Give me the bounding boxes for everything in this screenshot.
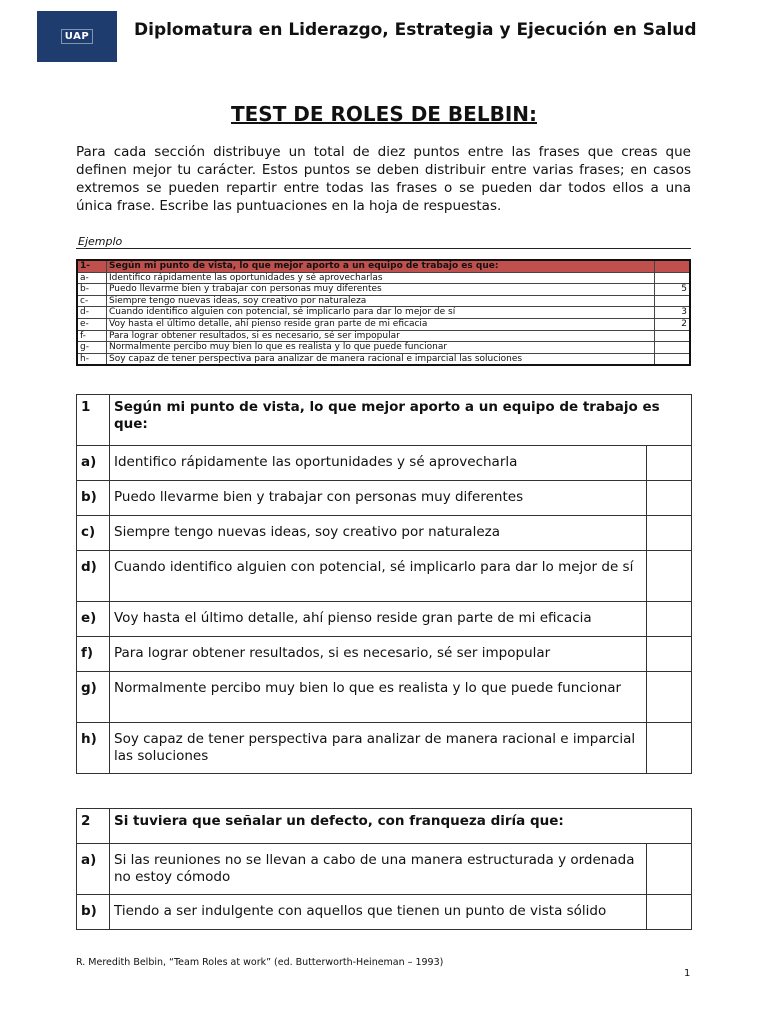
example-row bbox=[77, 307, 690, 319]
example-row bbox=[77, 353, 690, 365]
statement-letter: e) bbox=[77, 602, 110, 637]
example-row bbox=[77, 272, 690, 284]
score-input-cell[interactable] bbox=[647, 895, 692, 930]
example-row-letter: g- bbox=[77, 342, 107, 354]
example-header-row bbox=[77, 260, 690, 272]
example-table bbox=[76, 259, 691, 366]
example-row bbox=[77, 295, 690, 307]
section-2-table bbox=[76, 808, 692, 930]
example-row-text: Para lograr obtener resultados, si es necesario, sé ser impopular bbox=[107, 330, 655, 342]
example-row-score: 2 bbox=[655, 318, 691, 330]
statement-row bbox=[77, 446, 692, 481]
statement-letter: b) bbox=[77, 481, 110, 516]
citation-footnote: R. Meredith Belbin, “Team Roles at work” (ed. Butterworth-Heineman – 1993) bbox=[76, 957, 444, 968]
example-row-text: Soy capaz de tener perspectiva para analizar de manera racional e imparcial las soluciones bbox=[107, 353, 655, 365]
statement-text: Normalmente percibo muy bien lo que es realista y lo que puede funcionar bbox=[110, 672, 647, 723]
uap-logo bbox=[37, 11, 117, 62]
statement-row bbox=[77, 602, 692, 637]
statement-row bbox=[77, 672, 692, 723]
statement-letter: f) bbox=[77, 637, 110, 672]
example-row-text: Cuando identifico alguien con potencial, sé implicarlo para dar lo mejor de sí bbox=[107, 307, 655, 319]
example-row-letter: e- bbox=[77, 318, 107, 330]
example-row-text: Puedo llevarme bien y trabajar con personas muy diferentes bbox=[107, 284, 655, 296]
document-title: TEST DE ROLES DE BELBIN: bbox=[230, 102, 537, 126]
example-row-letter: h- bbox=[77, 353, 107, 365]
score-input-cell[interactable] bbox=[647, 637, 692, 672]
instructions-paragraph: Para cada sección distribuye un total de diez puntos entre las frases que creas que definen mejor tu carácter. Estos puntos se deben distribuir entre varias frases; en casos extremos se pueden repartir entre todas las frases o se pueden dar todos ellos a una única frase. Escribe las puntuaciones en la hoja de respuestas. bbox=[76, 144, 691, 214]
example-row-text: Normalmente percibo muy bien lo que es realista y lo que puede funcionar bbox=[107, 342, 655, 354]
example-row bbox=[77, 330, 690, 342]
score-input-cell[interactable] bbox=[647, 844, 692, 895]
example-row-text: Identifico rápidamente las oportunidades y sé aprovecharlas bbox=[107, 272, 655, 284]
statement-text: Puedo llevarme bien y trabajar con personas muy diferentes bbox=[110, 481, 647, 516]
statement-text: Si las reuniones no se llevan a cabo de una manera estructurada y ordenada no estoy cómodo bbox=[110, 844, 647, 895]
score-input-cell[interactable] bbox=[647, 602, 692, 637]
example-row-score bbox=[655, 272, 691, 284]
example-row-letter: a- bbox=[77, 272, 107, 284]
example-row-letter: b- bbox=[77, 284, 107, 296]
example-row-text: Voy hasta el último detalle, ahí pienso reside gran parte de mi eficacia bbox=[107, 318, 655, 330]
section-1-table bbox=[76, 394, 692, 774]
example-row-letter: f- bbox=[77, 330, 107, 342]
example-row bbox=[77, 342, 690, 354]
example-row bbox=[77, 318, 690, 330]
section-header-row bbox=[77, 395, 692, 446]
example-header-text: Según mi punto de vista, lo que mejor aporto a un equipo de trabajo es que: bbox=[107, 260, 655, 272]
statement-letter: h) bbox=[77, 723, 110, 774]
example-row-text: Siempre tengo nuevas ideas, soy creativo por naturaleza bbox=[107, 295, 655, 307]
statement-row bbox=[77, 481, 692, 516]
section-number: 1 bbox=[77, 395, 110, 446]
header-title: Diplomatura en Liderazgo, Estrategia y Ejecución en Salud bbox=[134, 20, 697, 40]
example-row-score bbox=[655, 353, 691, 365]
statement-row bbox=[77, 723, 692, 774]
statement-row bbox=[77, 637, 692, 672]
statement-row bbox=[77, 844, 692, 895]
statement-letter: d) bbox=[77, 551, 110, 602]
statement-letter: b) bbox=[77, 895, 110, 930]
example-row-score bbox=[655, 342, 691, 354]
example-row-letter: d- bbox=[77, 307, 107, 319]
logo-text: UAP bbox=[61, 29, 93, 44]
section-question: Si tuviera que señalar un defecto, con franqueza diría que: bbox=[110, 809, 692, 844]
score-input-cell[interactable] bbox=[647, 723, 692, 774]
statement-text: Voy hasta el último detalle, ahí pienso reside gran parte de mi eficacia bbox=[110, 602, 647, 637]
score-input-cell[interactable] bbox=[647, 446, 692, 481]
statement-text: Para lograr obtener resultados, si es necesario, sé ser impopular bbox=[110, 637, 647, 672]
page-number: 1 bbox=[684, 968, 691, 979]
statement-text: Tiendo a ser indulgente con aquellos que tienen un punto de vista sólido bbox=[110, 895, 647, 930]
score-input-cell[interactable] bbox=[647, 672, 692, 723]
example-row bbox=[77, 284, 690, 296]
statement-text: Soy capaz de tener perspectiva para analizar de manera racional e imparcial las soluciones bbox=[110, 723, 647, 774]
statement-letter: g) bbox=[77, 672, 110, 723]
example-row-letter: c- bbox=[77, 295, 107, 307]
example-header-number: 1- bbox=[77, 260, 107, 272]
statement-row bbox=[77, 895, 692, 930]
score-input-cell[interactable] bbox=[647, 551, 692, 602]
example-label: Ejemplo bbox=[78, 235, 123, 248]
section-question: Según mi punto de vista, lo que mejor aporto a un equipo de trabajo es que: bbox=[110, 395, 692, 446]
example-row-score bbox=[655, 330, 691, 342]
section-number: 2 bbox=[77, 809, 110, 844]
example-row-score: 3 bbox=[655, 307, 691, 319]
example-divider bbox=[76, 248, 691, 249]
statement-row bbox=[77, 551, 692, 602]
example-header-score bbox=[655, 260, 691, 272]
statement-text: Cuando identifico alguien con potencial, sé implicarlo para dar lo mejor de sí bbox=[110, 551, 647, 602]
example-row-score bbox=[655, 295, 691, 307]
statement-text: Siempre tengo nuevas ideas, soy creativo por naturaleza bbox=[110, 516, 647, 551]
example-row-score: 5 bbox=[655, 284, 691, 296]
statement-letter: c) bbox=[77, 516, 110, 551]
statement-letter: a) bbox=[77, 844, 110, 895]
statement-text: Identifico rápidamente las oportunidades y sé aprovecharla bbox=[110, 446, 647, 481]
statement-row bbox=[77, 516, 692, 551]
section-header-row bbox=[77, 809, 692, 844]
score-input-cell[interactable] bbox=[647, 516, 692, 551]
statement-letter: a) bbox=[77, 446, 110, 481]
score-input-cell[interactable] bbox=[647, 481, 692, 516]
